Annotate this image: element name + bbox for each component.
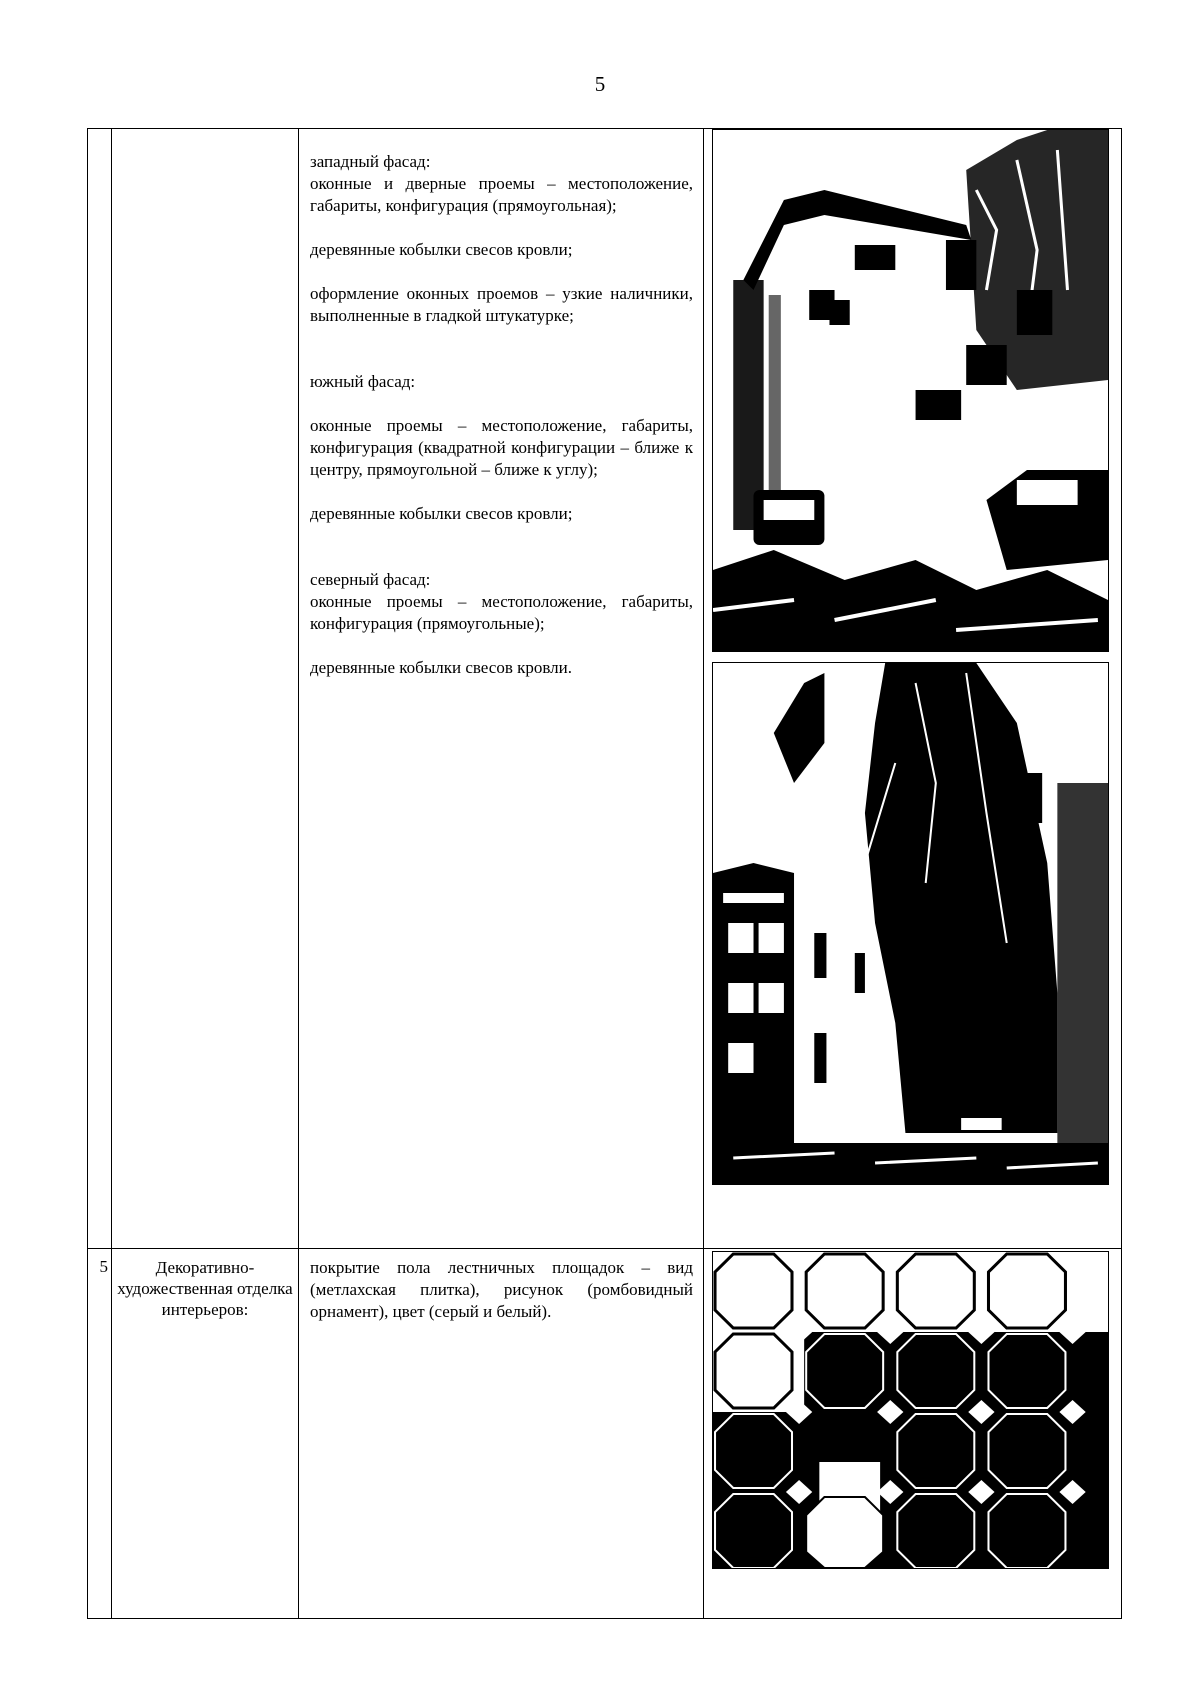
west-facade-openings: оконные и дверные проемы – местоположение, габариты, конфигурация (прямоугольная); xyxy=(310,174,693,215)
row-name-cell xyxy=(112,129,299,1249)
photo-building-west-south xyxy=(712,129,1109,652)
north-facade-heading: северный фасад: xyxy=(310,570,431,589)
west-facade-eaves: деревянные кобылки свесов кровли; xyxy=(310,240,573,259)
building-photo-image xyxy=(713,130,1108,651)
west-facade-heading: западный фасад: xyxy=(310,152,431,171)
row-number-cell: 5 xyxy=(88,1249,112,1619)
table-row xyxy=(88,1249,1122,1619)
row-name-cell: Декоративно-художественная отделка интерьеров: xyxy=(112,1249,299,1619)
row-image-cell xyxy=(704,129,1122,1249)
table-row xyxy=(88,129,1122,1249)
row-image-cell xyxy=(704,1249,1122,1619)
north-facade-eaves: деревянные кобылки свесов кровли. xyxy=(310,658,572,677)
west-facade-trim: оформление оконных проемов – узкие наличники, выполненные в гладкой штукатурке; xyxy=(310,284,693,325)
floor-tiles-image xyxy=(713,1252,1108,1568)
heritage-features-table xyxy=(87,128,1122,1619)
photo-building-north xyxy=(712,662,1109,1185)
north-facade-openings: оконные проемы – местоположение, габариты, конфигурация (прямоугольные); xyxy=(310,592,693,633)
row-description-cell xyxy=(299,129,704,1249)
floor-covering-description: покрытие пола лестничных площадок – вид (метлахская плитка), рисунок (ромбовидный орнамент), цвет (серый и белый). xyxy=(310,1258,693,1321)
page-number: 5 xyxy=(594,72,606,96)
row-description-cell xyxy=(299,1249,704,1619)
south-facade-eaves: деревянные кобылки свесов кровли; xyxy=(310,504,573,523)
row-number-cell xyxy=(88,129,112,1249)
building-photo-image-north xyxy=(713,663,1108,1184)
photo-floor-tiles xyxy=(712,1251,1109,1569)
south-facade-openings: оконные проемы – местоположение, габариты, конфигурация (квадратной конфигурации – ближе к центру, прямоугольной – ближе к углу); xyxy=(310,416,693,479)
south-facade-heading: южный фасад: xyxy=(310,372,416,391)
